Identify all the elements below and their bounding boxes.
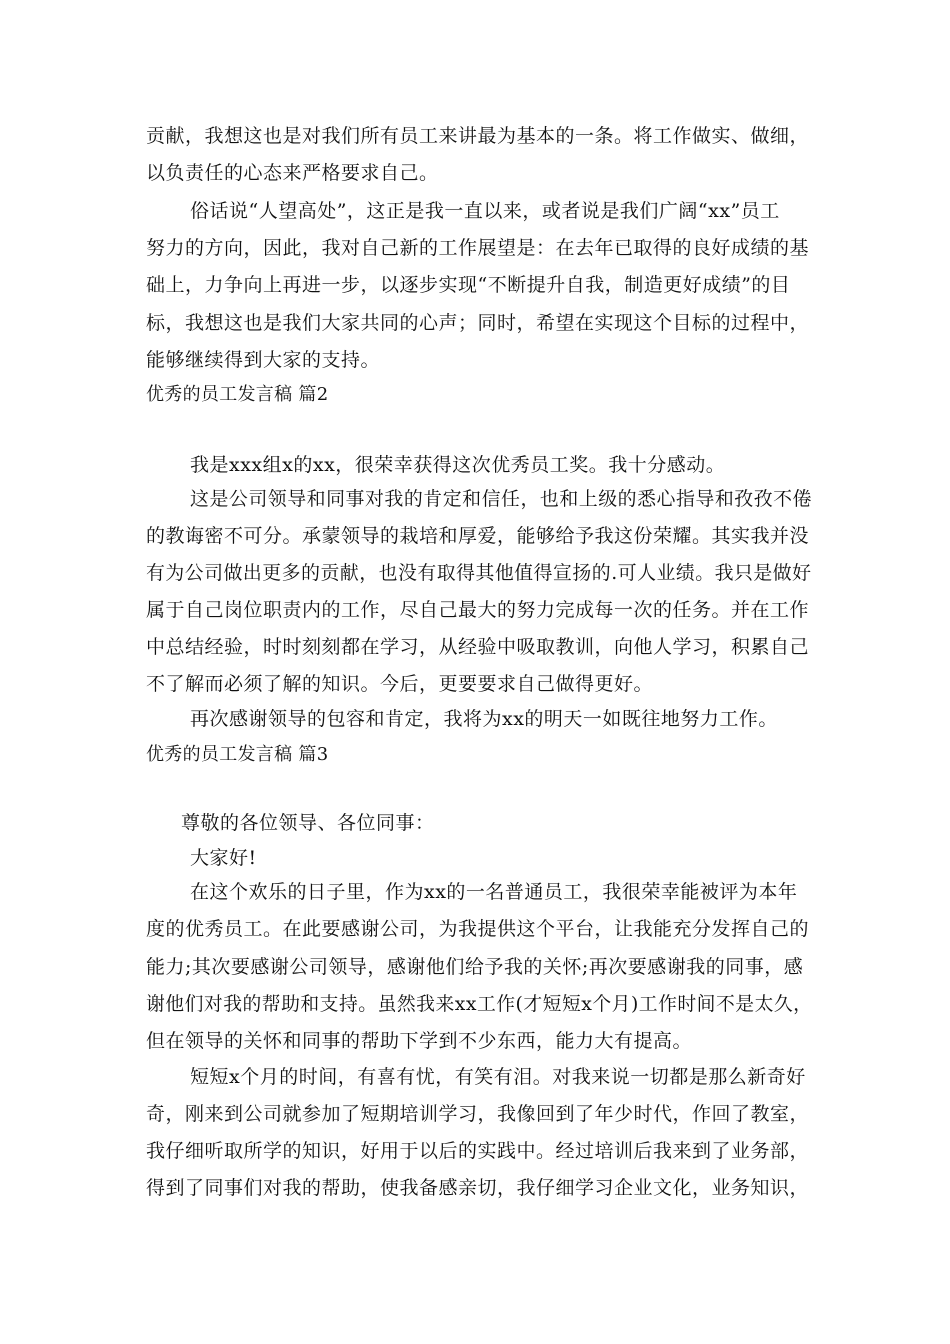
- paragraph-line: 努力的方向，因此，我对自己新的工作展望是：在去年已取得的良好成绩的基: [146, 237, 810, 259]
- paragraph-line: 谢他们对我的帮助和支持。虽然我来xx工作(才短短x个月)工作时间不是太久，: [146, 993, 813, 1015]
- paragraph-line: 短短x个月的时间，有喜有忧，有笑有泪。对我来说一切都是那么新奇好: [190, 1066, 806, 1088]
- paragraph-line: 中总结经验，时时刻刻都在学习，从经验中吸取教训，向他人学习，积累自己: [146, 636, 810, 658]
- paragraph-line: 的教诲密不可分。承蒙领导的栽培和厚爱，能够给予我这份荣耀。其实我并没: [146, 525, 810, 547]
- paragraph-line: 我是xxx组x的xx，很荣幸获得这次优秀员工奖。我十分感动。: [190, 454, 726, 476]
- paragraph-line: 有为公司做出更多的贡献，也没有取得其他值得宣扬的.可人业绩。我只是做好: [146, 562, 812, 584]
- paragraph-line: 贡献，我想这也是对我们所有员工来讲最为基本的一条。将工作做实、做细，: [146, 125, 810, 147]
- section-heading: 优秀的员工发言稿 篇3: [146, 744, 329, 765]
- paragraph-line: 再次感谢领导的包容和肯定，我将为xx的明天一如既往地努力工作。: [190, 708, 778, 730]
- paragraph-line: 础上，力争向上再进一步，以逐步实现“不断提升自我，制造更好成绩”的目: [146, 274, 791, 296]
- paragraph-line: 度的优秀员工。在此要感谢公司，为我提供这个平台，让我能充分发挥自己的: [146, 918, 810, 940]
- paragraph-line: 俗话说“人望高处”，这正是我一直以来，或者说是我们广阔“xx”员工: [190, 200, 780, 222]
- paragraph-line: 我仔细听取所学的知识，好用于以后的实践中。经过培训后我来到了业务部，: [146, 1140, 810, 1162]
- paragraph-line: 以负责任的心态来严格要求自己。: [146, 162, 439, 184]
- salutation: 尊敬的各位领导、各位同事：: [181, 812, 435, 834]
- greeting: 大家好!: [190, 847, 257, 869]
- paragraph-line: 能够继续得到大家的支持。: [146, 349, 381, 371]
- section-heading: 优秀的员工发言稿 篇2: [146, 384, 329, 405]
- paragraph-line: 不了解而必须了解的知识。今后，更要要求自己做得更好。: [146, 673, 654, 695]
- paragraph-line: 奇，刚来到公司就参加了短期培训学习，我像回到了年少时代，作回了教室，: [146, 1103, 810, 1125]
- paragraph-line: 能力;其次要感谢公司领导，感谢他们给予我的关怀;再次要感谢我的同事，感: [146, 956, 804, 978]
- paragraph-line: 标，我想这也是我们大家共同的心声；同时，希望在实现这个目标的过程中，: [146, 312, 810, 334]
- paragraph-line: 得到了同事们对我的帮助，使我备感亲切，我仔细学习企业文化，业务知识，: [146, 1177, 810, 1199]
- paragraph-line: 在这个欢乐的日子里，作为xx的一名普通员工，我很荣幸能被评为本年: [190, 881, 798, 903]
- paragraph-line: 这是公司领导和同事对我的肯定和信任，也和上级的悉心指导和孜孜不倦: [190, 488, 813, 510]
- paragraph-line: 但在领导的关怀和同事的帮助下学到不少东西，能力大有提高。: [146, 1030, 693, 1052]
- paragraph-line: 属于自己岗位职责内的工作，尽自己最大的努力完成每一次的任务。并在工作: [146, 599, 810, 621]
